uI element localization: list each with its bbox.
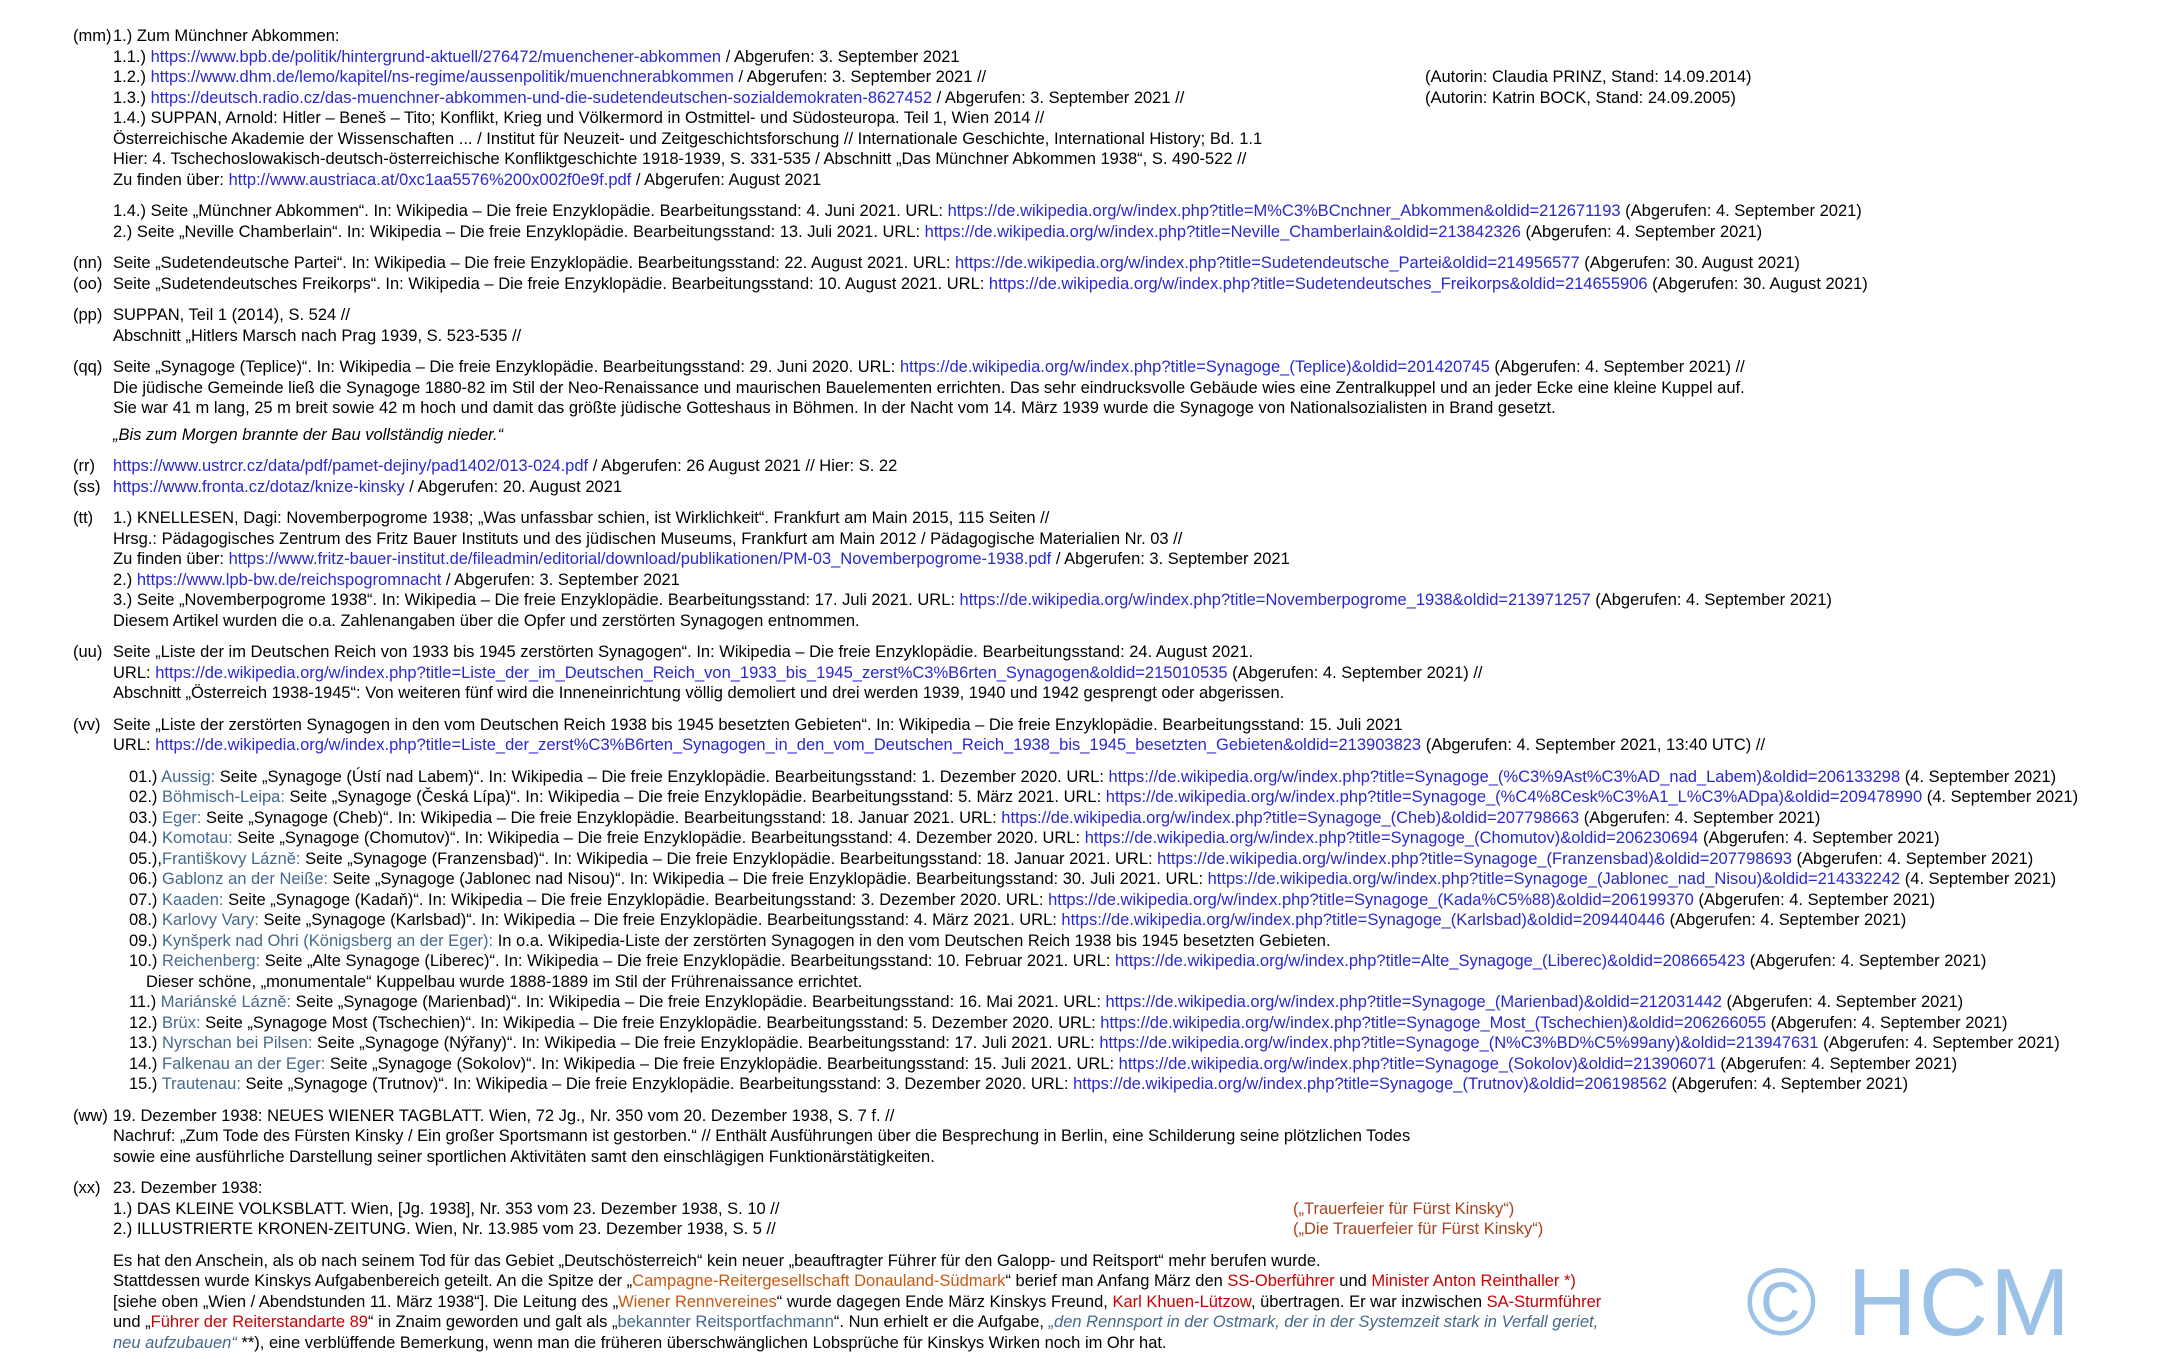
reference-entry-nn bbox=[73, 253, 2184, 274]
reference-entry-ww bbox=[73, 1106, 2184, 1168]
text-segment: “ in Znaim geworden und galt als „ bbox=[367, 1313, 618, 1331]
entry-label: (rr) bbox=[73, 457, 95, 475]
text-segment: 1.4.) SUPPAN, Arnold: Hitler – Beneš – Tito; Konflikt, Krieg und Völkermord in Ostmittel- und Südosteuropa. Teil 1, Wien 2014 // bbox=[113, 109, 1045, 127]
reference-line bbox=[113, 398, 2184, 419]
text-segment: Seite „Liste der zerstörten Synagogen in den vom Deutschen Reich 1938 bis 1945 besetzten Gebieten“. In: Wikipedia – Die freie Enzyklopädie. Bearbeitungsstand: 15. Juli 2021 bbox=[113, 715, 1403, 734]
reference-line bbox=[113, 570, 2184, 591]
text-segment: 1.2.) bbox=[113, 68, 151, 86]
highlight-red: *) bbox=[1564, 1272, 1576, 1290]
text-segment: In o.a. Wikipedia-Liste der zerstörten Synagogen in den vom Deutschen Reich 1938 bis 1945 besetzten Gebieten. bbox=[493, 931, 1331, 950]
text-segment: Die jüdische Gemeinde ließ die Synagoge 1880-82 im Stil der Neo-Renaissance und maurischen Bauelementen errichten. Das sehr eindrucksvolle Gebäude wies eine Zentralkuppel und an jeder Ecke eine kleine Kuppel auf. bbox=[113, 378, 1745, 397]
hyperlink[interactable]: https://de.wikipedia.org/w/index.php?title=Neville_Chamberlain&oldid=213842326 bbox=[924, 222, 1521, 241]
reference-entry-vv bbox=[73, 715, 2184, 756]
reference-entry-tt bbox=[73, 508, 2184, 631]
place-name: Nyrschan bei Pilsen: bbox=[162, 1034, 313, 1052]
place-name: Františkovy Lázně: bbox=[162, 849, 301, 868]
reference-entry-xx bbox=[73, 1178, 2184, 1240]
reference-line bbox=[113, 849, 2184, 870]
text-segment: (Abgerufen: 4. September 2021) // bbox=[1227, 663, 1483, 682]
place-name: Brüx: bbox=[162, 1013, 201, 1032]
text-segment: Seite „Synagoge (Chomutov)“. In: Wikipedia – Die freie Enzyklopädie. Bearbeitungsstand: 4. Dezember 2020. URL: bbox=[232, 829, 1085, 847]
text-segment: 06.) bbox=[129, 870, 163, 888]
hyperlink[interactable]: https://de.wikipedia.org/w/index.php?title=Synagoge_(Kada%C5%88)&oldid=206199370 bbox=[1048, 890, 1694, 909]
reference-line bbox=[113, 529, 2184, 550]
text-segment: Österreichische Akademie der Wissenschaften ... / Institut für Neuzeit- und Zeitgeschichtsforschung // Internationale Geschichte, International History; Bd. 1.1 bbox=[113, 129, 1263, 148]
hyperlink[interactable]: https://de.wikipedia.org/w/index.php?title=Synagoge_(Sokolov)&oldid=213906071 bbox=[1118, 1054, 1716, 1073]
place-name: Kaaden: bbox=[162, 890, 224, 909]
reference-line bbox=[113, 1126, 2184, 1147]
reference-line bbox=[113, 1199, 2184, 1220]
text-segment: Seite „Synagoge (Ústí nad Labem)“. In: Wikipedia – Die freie Enzyklopädie. Bearbeitungsstand: 1. Dezember 2020. URL: bbox=[215, 767, 1109, 786]
place-name: Trautenau: bbox=[161, 1075, 241, 1093]
text-segment: Diesem Artikel wurden die o.a. Zahlenangaben über die Opfer und zerstörten Synagogen entnommen. bbox=[113, 611, 860, 630]
text-segment: und „ bbox=[113, 1313, 151, 1331]
text-segment: / Abgerufen: 3. September 2021 // bbox=[733, 68, 987, 86]
reference-line bbox=[113, 767, 2184, 788]
highlight-red: Karl Khuen-Lützow bbox=[1112, 1292, 1251, 1311]
text-segment: Dieser schöne, „monumentale“ Kuppelbau wurde 1888-1889 im Stil der Frührenaissance errichtet. bbox=[146, 972, 863, 991]
place-name: Karlovy Vary: bbox=[162, 911, 259, 929]
quote-blue-italic: „den Rennsport in der Ostmark, der in der Systemzeit stark in Verfall geriet, bbox=[1048, 1313, 1599, 1331]
text-segment: Stattdessen wurde Kinskys Aufgabenbereich geteilt. An die Spitze der „ bbox=[113, 1272, 633, 1290]
entry-content bbox=[113, 305, 2184, 346]
quote-blue-italic: neu aufzubauen“ bbox=[113, 1333, 237, 1352]
reference-line bbox=[113, 326, 2184, 347]
entry-label: (oo) bbox=[73, 274, 103, 293]
reference-entry-cont1 bbox=[73, 201, 2184, 242]
reference-line bbox=[113, 26, 2184, 47]
entry-label: (uu) bbox=[73, 643, 103, 661]
entry-label: (tt) bbox=[73, 509, 94, 527]
reference-line bbox=[113, 170, 2184, 191]
hyperlink[interactable]: https://de.wikipedia.org/w/index.php?title=Synagoge_(Franzensbad)&oldid=207798693 bbox=[1157, 849, 1792, 868]
margin-note: („Trauerfeier für Fürst Kinsky“) bbox=[1293, 1199, 1515, 1218]
text-segment: 3.) Seite „Novemberpogrome 1938“. In: Wikipedia – Die freie Enzyklopädie. Bearbeitungsstand: 17. Juli 2021. URL: bbox=[113, 591, 960, 609]
reference-line bbox=[113, 149, 2184, 170]
text-segment: 05.), bbox=[129, 849, 163, 868]
entry-content bbox=[113, 253, 2184, 274]
reference-line bbox=[113, 1106, 2184, 1127]
text-segment: 23. Dezember 1938: bbox=[113, 1179, 263, 1197]
entry-label: (pp) bbox=[73, 306, 103, 324]
text-segment: 2.) Seite „Neville Chamberlain“. In: Wikipedia – Die freie Enzyklopädie. Bearbeitungsstand: 13. Juli 2021. URL: bbox=[113, 222, 925, 241]
highlight-orange: Wiener Rennvereines bbox=[618, 1292, 777, 1311]
entry-content bbox=[113, 767, 2184, 1095]
reference-line bbox=[113, 663, 2184, 684]
text-segment: 02.) bbox=[129, 788, 163, 806]
text-segment: [siehe oben „Wien / Abendstunden 11. März 1938“]. Die Leitung des „ bbox=[113, 1292, 619, 1311]
hyperlink[interactable]: https://de.wikipedia.org/w/index.php?title=Synagoge_(Chomutov)&oldid=206230694 bbox=[1084, 829, 1699, 847]
text-segment: / Abgerufen: 3. September 2021 bbox=[441, 570, 680, 589]
highlight-red: Führer der Reiterstandarte 89 bbox=[150, 1313, 368, 1331]
reference-entry-uu bbox=[73, 642, 2184, 704]
text-segment: “ berief man Anfang März den bbox=[1005, 1272, 1228, 1290]
hyperlink[interactable]: https://de.wikipedia.org/w/index.php?title=Synagoge_(%C4%8Cesk%C3%A1_L%C3%ADpa)&oldid=209478990 bbox=[1105, 788, 1923, 806]
text-segment: “. Nun erhielt er die Aufgabe, bbox=[833, 1313, 1049, 1331]
reference-line bbox=[113, 88, 2184, 109]
hyperlink[interactable]: https://de.wikipedia.org/w/index.php?title=M%C3%BCnchner_Abkommen&oldid=212671193 bbox=[947, 202, 1621, 220]
text-segment: Seite „Synagoge (Franzensbad)“. In: Wikipedia – Die freie Enzyklopädie. Bearbeitungsstand: 18. Januar 2021. URL: bbox=[300, 849, 1158, 868]
margin-note: (Autorin: Claudia PRINZ, Stand: 14.09.2014) bbox=[1425, 68, 1752, 86]
text-segment: (Abgerufen: 4. September 2021) bbox=[1698, 829, 1940, 847]
text-segment: / Abgerufen: 3. September 2021 bbox=[1051, 550, 1290, 568]
text-segment: Seite „Sudetendeutsches Freikorps“. In: Wikipedia – Die freie Enzyklopädie. Bearbeitungsstand: 10. August 2021. URL: bbox=[113, 274, 989, 293]
text-segment: (Abgerufen: 4. September 2021) bbox=[1791, 849, 2034, 868]
place-name: Eger: bbox=[162, 808, 202, 827]
reference-line bbox=[113, 611, 2184, 632]
text-segment: Nachruf: „Zum Tode des Fürsten Kinsky / Ein großer Sportsmann ist gestorben.“ // Enthält Ausführungen über die Besprechung in Berlin, eine Schilderung seine plötzlichen Todes bbox=[113, 1127, 1411, 1145]
text-segment: Abschnitt „Österreich 1938-1945“: Von weiteren fünf wird die Inneneinrichtung völlig demoliert und drei werden 1939, 1940 und 1942 gesprengt oder abgerissen. bbox=[113, 684, 1285, 702]
entry-label: (vv) bbox=[73, 715, 101, 734]
margin-note: (Autorin: Katrin BOCK, Stand: 24.09.2005) bbox=[1425, 88, 1736, 107]
hyperlink[interactable]: https://de.wikipedia.org/w/index.php?title=Sudetendeutsche_Partei&oldid=214956577 bbox=[955, 254, 1580, 272]
hyperlink[interactable]: https://de.wikipedia.org/w/index.php?title=Synagoge_(%C3%9Ast%C3%AD_nad_Labem)&oldid=206133298 bbox=[1108, 767, 1901, 786]
reference-line bbox=[113, 735, 2184, 756]
hyperlink[interactable]: https://de.wikipedia.org/w/index.php?title=Synagoge_(Karlsbad)&oldid=209440446 bbox=[1061, 911, 1666, 929]
hyperlink[interactable]: https://de.wikipedia.org/w/index.php?title=Liste_der_zerst%C3%B6rten_Synagogen_in_den_vom_Deutschen_Reich_1938_bis_1945_besetzten_Gebieten&oldid=213903823 bbox=[155, 736, 1422, 754]
text-segment: Seite „Synagoge (Jablonec nad Nisou)“. In: Wikipedia – Die freie Enzyklopädie. Bearbeitungsstand: 30. Juli 2021. URL: bbox=[328, 870, 1208, 888]
quote-italic: „Bis zum Morgen brannte der Bau vollständig nieder.“ bbox=[113, 425, 504, 444]
entry-content bbox=[113, 508, 2184, 631]
reference-line bbox=[113, 715, 2184, 736]
text-segment: (Abgerufen: 4. September 2021) bbox=[1721, 993, 1964, 1011]
text-segment: 15.) bbox=[129, 1075, 162, 1093]
reference-line bbox=[113, 1054, 2184, 1075]
reference-line bbox=[113, 378, 2184, 399]
highlight-red: Minister Anton Reinthaller bbox=[1371, 1272, 1560, 1290]
reference-entry-qq bbox=[73, 357, 2184, 445]
text-segment: 04.) bbox=[129, 829, 163, 847]
entry-label: (nn) bbox=[73, 254, 103, 272]
entry-content bbox=[113, 1106, 2184, 1168]
text-segment: Seite „Sudetendeutsche Partei“. In: Wikipedia – Die freie Enzyklopädie. Bearbeitungsstand: 22. August 2021. URL: bbox=[113, 254, 955, 272]
text-segment: URL: bbox=[113, 663, 156, 682]
reference-entry-oo bbox=[73, 274, 2184, 295]
text-segment: (Abgerufen: 4. September 2021) bbox=[1665, 911, 1907, 929]
entry-content bbox=[113, 357, 2184, 445]
text-segment: / Abgerufen: 20. August 2021 bbox=[404, 477, 623, 496]
hyperlink[interactable]: https://de.wikipedia.org/w/index.php?title=Synagoge_(N%C3%BD%C5%99any)&oldid=213947631 bbox=[1099, 1034, 1819, 1052]
reference-line bbox=[113, 992, 2184, 1013]
text-segment: (4. September 2021) bbox=[1900, 870, 2057, 888]
reference-line bbox=[113, 274, 2184, 295]
reference-line bbox=[113, 1033, 2184, 1054]
reference-entry-pp bbox=[73, 305, 2184, 346]
reference-line bbox=[113, 808, 2184, 829]
place-name: Falkenau an der Eger: bbox=[162, 1054, 326, 1073]
entry-label: (ww) bbox=[73, 1106, 108, 1125]
text-segment: / Abgerufen: 3. September 2021 bbox=[721, 47, 960, 66]
reference-line bbox=[113, 642, 2184, 663]
text-segment: Seite „Synagoge (Karlsbad)“. In: Wikipedia – Die freie Enzyklopädie. Bearbeitungsstand: 4. März 2021. URL: bbox=[258, 911, 1062, 929]
reference-entry-rr bbox=[73, 456, 2184, 477]
reference-line bbox=[113, 47, 2184, 68]
hyperlink[interactable]: https://www.lpb-bw.de/reichspogromnacht bbox=[136, 570, 442, 589]
entry-label: (mm) bbox=[73, 27, 112, 45]
text-segment: (Abgerufen: 4. September 2021) bbox=[1818, 1034, 2060, 1052]
hyperlink[interactable]: https://de.wikipedia.org/w/index.php?title=Synagoge_(Marienbad)&oldid=212031442 bbox=[1105, 993, 1722, 1011]
reference-line bbox=[113, 508, 2184, 529]
entry-content bbox=[113, 456, 2184, 477]
reference-line bbox=[113, 1013, 2184, 1034]
reference-line bbox=[113, 549, 2184, 570]
text-segment: 2.) bbox=[113, 570, 137, 589]
text-segment: 11.) bbox=[129, 993, 161, 1011]
watermark-hcm: © HCM bbox=[1745, 1249, 2072, 1356]
text-segment: Hrsg.: Pädagogisches Zentrum des Fritz Bauer Instituts und des jüdischen Museums, Frankfurt am Main 2012 / Pädagogische Materialien Nr. 03 // bbox=[113, 529, 1183, 548]
reference-entry-cont11 bbox=[73, 767, 2184, 1095]
text-segment: / Abgerufen: 26 August 2021 // Hier: S. 22 bbox=[588, 457, 898, 475]
text-segment: Seite „Alte Synagoge (Liberec)“. In: Wikipedia – Die freie Enzyklopädie. Bearbeitungsstand: 10. Februar 2021. URL: bbox=[260, 952, 1115, 970]
entry-label bbox=[73, 1251, 113, 1354]
entry-label: (ss) bbox=[73, 477, 101, 496]
text-segment: (Abgerufen: 4. September 2021) bbox=[1579, 808, 1821, 827]
text-segment: 13.) bbox=[129, 1034, 163, 1052]
text-segment: Zu finden über: bbox=[113, 170, 229, 189]
reference-list bbox=[73, 26, 2184, 1356]
entry-content bbox=[113, 201, 2184, 242]
highlight-orange: Campagne-Reitergesellschaft Donauland-Südmark bbox=[632, 1272, 1006, 1290]
reference-line bbox=[113, 828, 2184, 849]
text-segment: URL: bbox=[113, 736, 156, 754]
text-segment: “ wurde dagegen Ende März Kinskys Freund, bbox=[776, 1292, 1113, 1311]
reference-line bbox=[113, 869, 2184, 890]
hyperlink[interactable]: https://de.wikipedia.org/w/index.php?title=Novemberpogrome_1938&oldid=213971257 bbox=[959, 591, 1591, 609]
text-segment: (Abgerufen: 4. September 2021) bbox=[1693, 890, 1936, 909]
text-segment: Seite „Synagoge (Česká Lípa)“. In: Wikipedia – Die freie Enzyklopädie. Bearbeitungsstand: 5. März 2021. URL: bbox=[284, 788, 1106, 806]
entry-content bbox=[113, 642, 2184, 704]
text-segment: 12.) bbox=[129, 1013, 163, 1032]
text-segment: Seite „Synagoge (Marienbad)“. In: Wikipedia – Die freie Enzyklopädie. Bearbeitungsstand: 16. Mai 2021. URL: bbox=[291, 993, 1106, 1011]
text-segment: Seite „Synagoge (Kadaň)“. In: Wikipedia – Die freie Enzyklopädie. Bearbeitungsstand: 3. Dezember 2020. URL: bbox=[223, 890, 1049, 909]
text-segment: 14.) bbox=[129, 1054, 163, 1073]
entry-label bbox=[73, 201, 113, 242]
text-segment: 1.1.) bbox=[113, 47, 151, 66]
reference-line bbox=[113, 456, 2184, 477]
reference-line bbox=[113, 477, 2184, 498]
text-segment: **), eine verblüffende Bemerkung, wenn man die früheren überschwänglichen Lobsprüche für Kinskys Wirken noch im Ohr hat. bbox=[236, 1333, 1167, 1352]
reference-line bbox=[113, 425, 2184, 446]
hyperlink[interactable]: https://de.wikipedia.org/w/index.php?title=Sudetendeutsches_Freikorps&oldid=214655906 bbox=[988, 274, 1648, 293]
place-name: Kynšperk nad Ohri (Königsberg an der Eger): bbox=[162, 931, 494, 950]
place-name: Aussig: bbox=[161, 767, 216, 786]
entry-content bbox=[113, 26, 2184, 190]
text-segment: , übertragen. Er war inzwischen bbox=[1250, 1292, 1487, 1311]
place-name: Reichenberg: bbox=[162, 952, 261, 970]
text-segment: 1.) KNELLESEN, Dagi: Novemberpogrome 1938; „Was unfassbar schien, ist Wirklichkeit“. Frankfurt am Main 2015, 115 Seiten // bbox=[113, 509, 1050, 527]
reference-line bbox=[113, 253, 2184, 274]
reference-line bbox=[113, 305, 2184, 326]
reference-line bbox=[113, 1147, 2184, 1168]
text-segment: (4. September 2021) bbox=[1900, 767, 2057, 786]
reference-line bbox=[113, 890, 2184, 911]
text-segment: SUPPAN, Teil 1 (2014), S. 524 // bbox=[113, 306, 350, 324]
entry-label: (qq) bbox=[73, 358, 103, 376]
text-segment: (Abgerufen: 4. September 2021) bbox=[1766, 1013, 2008, 1032]
reference-line bbox=[113, 590, 2184, 611]
reference-line bbox=[113, 108, 2184, 129]
reference-line bbox=[113, 129, 2184, 150]
place-name: Böhmisch-Leipa: bbox=[162, 788, 285, 806]
text-segment: 03.) bbox=[129, 808, 163, 827]
text-segment: 19. Dezember 1938: NEUES WIENER TAGBLATT. Wien, 72 Jg., Nr. 350 vom 20. Dezember 1938, S. 7 f. // bbox=[113, 1106, 895, 1125]
entry-content bbox=[113, 477, 2184, 498]
hyperlink[interactable]: https://de.wikipedia.org/w/index.php?title=Liste_der_im_Deutschen_Reich_von_1933_bis_1945_zerst%C3%B6rten_Synagogen&oldid=215010535 bbox=[155, 663, 1228, 682]
reference-line bbox=[113, 787, 2184, 808]
reference-line bbox=[113, 67, 2184, 88]
text-segment: 07.) bbox=[129, 890, 163, 909]
reference-entry-mm bbox=[73, 26, 2184, 190]
reference-line bbox=[113, 951, 2184, 972]
hyperlink[interactable]: https://deutsch.radio.cz/das-muenchner-abkommen-und-die-sudetendeutschen-sozialdemokraten-8627452 bbox=[150, 88, 933, 107]
hyperlink[interactable]: https://de.wikipedia.org/w/index.php?title=Synagoge_(Teplice)&oldid=201420745 bbox=[899, 358, 1490, 376]
entry-content bbox=[113, 274, 2184, 295]
text-segment: (Abgerufen: 4. September 2021) bbox=[1620, 202, 1862, 220]
text-segment: Seite „Synagoge (Trutnov)“. In: Wikipedia – Die freie Enzyklopädie. Bearbeitungsstand: 3. Dezember 2020. URL: bbox=[240, 1075, 1074, 1093]
text-segment: 2.) ILLUSTRIERTE KRONEN-ZEITUNG. Wien, Nr. 13.985 vom 23. Dezember 1938, S. 5 // bbox=[113, 1220, 776, 1238]
text-segment: (Abgerufen: 4. September 2021) bbox=[1745, 952, 1987, 970]
text-segment: Seite „Synagoge (Sokolov)“. In: Wikipedia – Die freie Enzyklopädie. Bearbeitungsstand: 15. Juli 2021. URL: bbox=[325, 1054, 1119, 1073]
text-segment: Hier: 4. Tschechoslowakisch-deutsch-österreichische Konfliktgeschichte 1918-1939, S. 331-535 / Abschnitt „Das Münchner Abkommen 1938“, S. 490-522 // bbox=[113, 150, 1247, 168]
hyperlink[interactable]: https://de.wikipedia.org/w/index.php?title=Synagoge_(Trutnov)&oldid=206198562 bbox=[1073, 1075, 1667, 1093]
text-segment: und bbox=[1334, 1272, 1372, 1290]
text-segment: (Abgerufen: 30. August 2021) bbox=[1647, 274, 1868, 293]
reference-line bbox=[113, 222, 2184, 243]
text-segment: (Abgerufen: 4. September 2021) bbox=[1715, 1054, 1958, 1073]
reference-line bbox=[113, 910, 2184, 931]
highlight-red: SS-Oberführer bbox=[1227, 1272, 1335, 1290]
place-name: Komotau: bbox=[162, 829, 233, 847]
text-segment: (4. September 2021) bbox=[1922, 788, 2079, 806]
text-segment: 1.) Zum Münchner Abkommen: bbox=[113, 27, 340, 45]
reference-line bbox=[113, 1074, 2184, 1095]
text-segment: (Abgerufen: 4. September 2021) bbox=[1590, 591, 1832, 609]
text-segment: / Abgerufen: August 2021 bbox=[631, 170, 822, 189]
text-segment: 1.4.) Seite „Münchner Abkommen“. In: Wikipedia – Die freie Enzyklopädie. Bearbeitungsstand: 4. Juni 2021. URL: bbox=[113, 202, 948, 220]
reference-line bbox=[113, 1178, 2184, 1199]
hyperlink[interactable]: http://www.austriaca.at/0xc1aa5576%200x002f0e9f.pdf bbox=[228, 170, 632, 189]
hyperlink[interactable]: https://de.wikipedia.org/w/index.php?title=Synagoge_(Jablonec_nad_Nisou)&oldid=214332242 bbox=[1207, 870, 1901, 888]
entry-content bbox=[113, 1178, 2184, 1240]
text-segment: 09.) bbox=[129, 931, 163, 950]
hyperlink[interactable]: https://www.fritz-bauer-institut.de/fileadmin/editorial/download/publikationen/PM-03_Novemberpogrome-1938.pdf bbox=[228, 550, 1052, 568]
text-segment: 10.) bbox=[129, 952, 163, 970]
hyperlink[interactable]: https://www.bpb.de/politik/hintergrund-aktuell/276472/muenchener-abkommen bbox=[150, 47, 722, 66]
text-segment: 08.) bbox=[129, 911, 163, 929]
text-segment: (Abgerufen: 4. September 2021) bbox=[1520, 222, 1763, 241]
reference-line bbox=[113, 972, 2184, 993]
highlight-red: SA-Sturmführer bbox=[1486, 1292, 1602, 1311]
text-segment: Sie war 41 m lang, 25 m breit sowie 42 m hoch und damit das größte jüdische Gotteshaus in Böhmen. In der Nacht vom 14. März 1939 wurde die Synagoge von Nationalsozialisten in Brand gesetzt. bbox=[113, 399, 1556, 417]
text-segment: Zu finden über: bbox=[113, 550, 229, 568]
hyperlink[interactable]: https://www.dhm.de/lemo/kapitel/ns-regime/aussenpolitik/muenchnerabkommen bbox=[150, 68, 734, 86]
text-segment: (Abgerufen: 4. September 2021) // bbox=[1489, 358, 1745, 376]
reference-line bbox=[113, 357, 2184, 378]
hyperlink[interactable]: https://de.wikipedia.org/w/index.php?title=Synagoge_(Cheb)&oldid=207798663 bbox=[1001, 808, 1580, 827]
text-segment: 1.) DAS KLEINE VOLKSBLATT. Wien, [Jg. 1938], Nr. 353 vom 23. Dezember 1938, S. 10 // bbox=[113, 1199, 780, 1218]
hyperlink[interactable]: https://www.fronta.cz/dotaz/knize-kinsky bbox=[113, 477, 405, 496]
text-segment: Seite „Synagoge Most (Tschechien)“. In: Wikipedia – Die freie Enzyklopädie. Bearbeitungsstand: 5. Dezember 2020. URL: bbox=[200, 1013, 1101, 1032]
reference-line bbox=[113, 683, 2184, 704]
text-segment: Abschnitt „Hitlers Marsch nach Prag 1939, S. 523-535 // bbox=[113, 326, 522, 345]
reference-entry-ss bbox=[73, 477, 2184, 498]
text-segment: Es hat den Anschein, als ob nach seinem Tod für das Gebiet „Deutschösterreich“ kein neuer „beauftragter Führer für den Galopp- und Reitsport“ mehr berufen wurde. bbox=[113, 1251, 1321, 1270]
text-segment: Seite „Synagoge (Teplice)“. In: Wikipedia – Die freie Enzyklopädie. Bearbeitungsstand: 29. Juni 2020. URL: bbox=[113, 358, 900, 376]
reference-line bbox=[113, 931, 2184, 952]
text-segment: (Abgerufen: 4. September 2021) bbox=[1666, 1075, 1909, 1093]
entry-label bbox=[73, 767, 113, 1095]
text-segment: (Abgerufen: 30. August 2021) bbox=[1579, 254, 1800, 272]
hyperlink[interactable]: https://www.ustrcr.cz/data/pdf/pamet-dejiny/pad1402/013-024.pdf bbox=[113, 457, 589, 475]
text-segment: Seite „Synagoge (Cheb)“. In: Wikipedia – Die freie Enzyklopädie. Bearbeitungsstand: 18. Januar 2021. URL: bbox=[201, 808, 1002, 827]
entry-label: (xx) bbox=[73, 1179, 101, 1197]
text-segment: (Abgerufen: 4. September 2021, 13:40 UTC) // bbox=[1421, 736, 1766, 754]
reference-line bbox=[113, 1219, 2184, 1240]
text-segment: 1.3.) bbox=[113, 88, 151, 107]
text-segment: sowie eine ausführliche Darstellung seiner sportlichen Aktivitäten samt den einschlägigen Funktionärstätigkeiten. bbox=[113, 1147, 935, 1166]
entry-content bbox=[113, 715, 2184, 756]
place-name: bekannter Reitsportfachmann bbox=[617, 1313, 834, 1331]
reference-line bbox=[113, 201, 2184, 222]
text-segment: Seite „Liste der im Deutschen Reich von 1933 bis 1945 zerstörten Synagogen“. In: Wikipedia – Die freie Enzyklopädie. Bearbeitungsstand: 24. August 2021. bbox=[113, 643, 1254, 661]
text-segment: 01.) bbox=[129, 767, 162, 786]
text-segment: / Abgerufen: 3. September 2021 // bbox=[932, 88, 1185, 107]
hyperlink[interactable]: https://de.wikipedia.org/w/index.php?title=Synagoge_Most_(Tschechien)&oldid=206266055 bbox=[1100, 1013, 1767, 1032]
place-name: Mariánské Lázně: bbox=[160, 993, 292, 1011]
text-segment: Seite „Synagoge (Nýřany)“. In: Wikipedia – Die freie Enzyklopädie. Bearbeitungsstand: 17. Juli 2021. URL: bbox=[312, 1034, 1100, 1052]
place-name: Gablonz an der Neiße: bbox=[162, 870, 329, 888]
margin-note: („Die Trauerfeier für Fürst Kinsky“) bbox=[1293, 1220, 1544, 1238]
hyperlink[interactable]: https://de.wikipedia.org/w/index.php?title=Alte_Synagoge_(Liberec)&oldid=208665423 bbox=[1114, 952, 1746, 970]
